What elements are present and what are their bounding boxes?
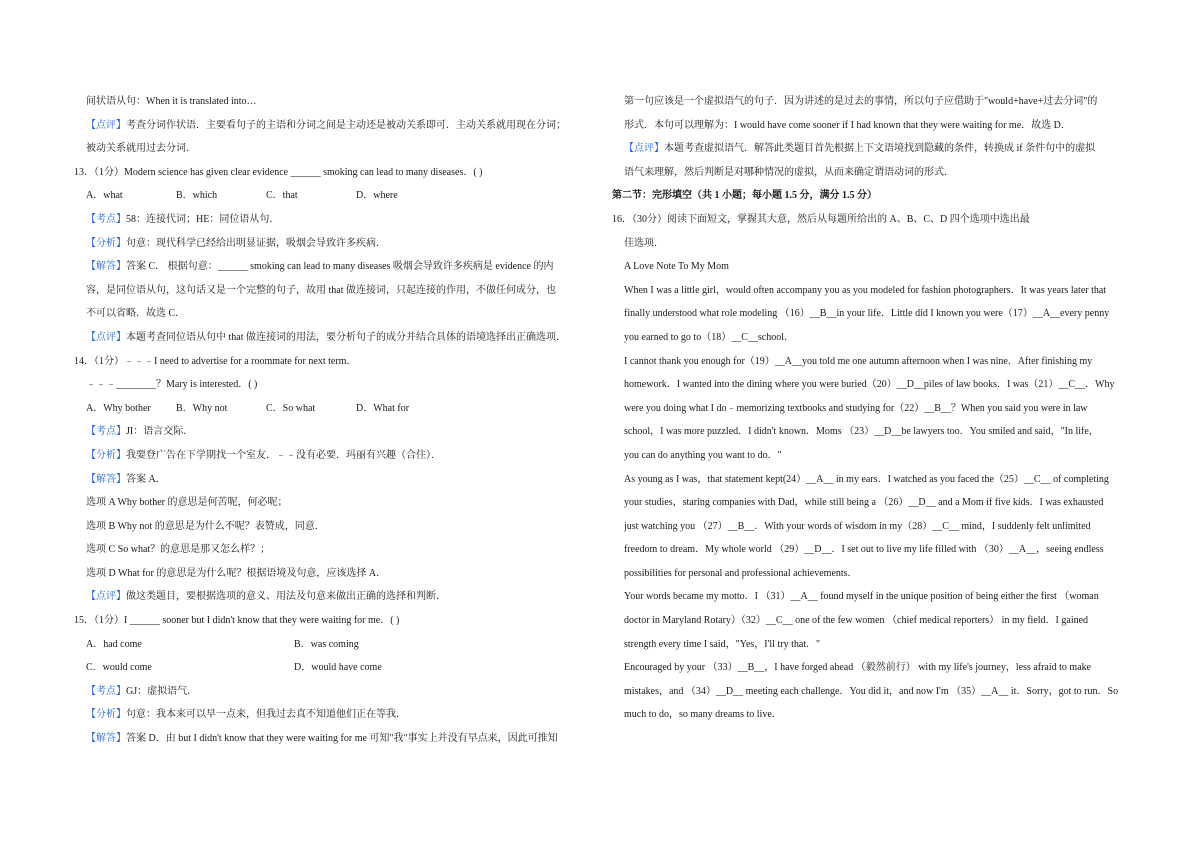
choice-row xyxy=(86,656,592,680)
text-line xyxy=(86,302,592,326)
line-text: 被动关系就用过去分词． xyxy=(86,143,196,155)
section-tag: 【分析】 xyxy=(86,237,126,249)
text-line xyxy=(624,633,1130,657)
line-text: 第一句应该是一个虚拟语气的句子．因为讲述的是过去的事情，所以句子应借助于"would+have+过去分词"的 xyxy=(624,96,1098,107)
line-text: 选项 C So what？的意思是那又怎么样？； xyxy=(86,544,271,556)
choice-option: A．Why bother xyxy=(86,402,151,414)
text-line xyxy=(624,609,1130,633)
text-line xyxy=(86,90,592,114)
line-text: your studies，staring companies with Dad，while still being a （26）__D__ and a Mom if five kids．I was exhausted xyxy=(624,497,1104,509)
choice-option: C．So what xyxy=(266,402,316,414)
line-text: finally understood what role modeling （16）__B__in your life．Little did I known you were（17）__A__every penny xyxy=(624,308,1110,320)
line-text: homework．I wanted into the dining where you were buried（20）__D__piles of law books．I was（21）__C__．Why xyxy=(624,379,1115,391)
line-text: strength every time I said，"Yes，I'll try that．" xyxy=(624,638,821,650)
text-line xyxy=(624,491,1130,515)
left-column xyxy=(74,90,592,751)
comment-line xyxy=(86,727,592,751)
line-text: 选项 A Why bother 的意思是何苦呢，何必呢； xyxy=(86,497,288,509)
comment-line xyxy=(86,680,592,704)
line-text: 选项 D What for 的意思是为什么呢？根据语境及句意，应该选择 A． xyxy=(86,567,387,579)
comment-line xyxy=(86,444,592,468)
comment-line xyxy=(86,420,592,444)
text-line xyxy=(86,515,592,539)
section-tag: 【点评】 xyxy=(86,591,126,603)
text-line xyxy=(86,279,592,303)
line-text: 语气来理解，然后判断是对哪种情况的虚拟，从而来确定谓语动词的形式． xyxy=(624,166,954,178)
line-text: school，I was more puzzled．I didn't known．Moms （23）__D__be lawyers too．You smiled and said，"In life， xyxy=(624,426,1099,438)
line-text: JI：语言交际． xyxy=(126,426,194,438)
line-text: 不可以省略．故选 C． xyxy=(86,308,186,320)
question-line xyxy=(74,161,592,185)
choice-option: B．which xyxy=(176,190,218,202)
section-tag: 【分析】 xyxy=(86,449,126,461)
text-line xyxy=(624,444,1130,468)
section-tag: 【解答】 xyxy=(86,261,126,273)
comment-line xyxy=(86,255,592,279)
line-text: When I was a little girl，would often accompany you as you modeled for fashion photographers．It was years later that xyxy=(624,284,1107,296)
line-text: 间状语从句：When it is translated into… xyxy=(86,96,257,107)
comment-line xyxy=(86,468,592,492)
comment-line xyxy=(624,137,1130,161)
text-line xyxy=(624,350,1130,374)
text-line xyxy=(624,538,1130,562)
choice-option: B．Why not xyxy=(176,402,228,414)
choice-option: C．would come xyxy=(86,662,152,674)
line-text: possibilities for personal and professional achievements． xyxy=(624,567,858,579)
choice-option: D．would have come xyxy=(294,662,382,674)
choice-row xyxy=(86,184,592,208)
text-line xyxy=(624,279,1130,303)
text-line xyxy=(624,114,1130,138)
line-text: 句意：现代科学已经给出明显证据，吸烟会导致许多疾病． xyxy=(126,237,386,249)
line-text: 句意：我本来可以早一点来，但我过去真不知道他们正在等我． xyxy=(126,709,406,721)
section-tag: 【解答】 xyxy=(86,473,126,485)
line-text: 本题考查同位语从句中 that 做连接词的用法，要分析句子的成分并结合具体的语境选择出正确选项． xyxy=(126,331,566,343)
line-text: you earned to go to（18）__C__school． xyxy=(624,331,794,343)
line-text: Encouraged by your （33）__B__，I have forged ahead （毅然前行） with my life's journey，less afraid to make xyxy=(624,662,1092,674)
comment-line xyxy=(86,326,592,350)
right-column xyxy=(612,90,1130,727)
section-tag: 【点评】 xyxy=(86,119,126,131)
section-tag: 【分析】 xyxy=(86,709,126,721)
section-tag: 【点评】 xyxy=(86,331,126,343)
line-text: 答案 D．由 but I didn't know that they were waiting for me 可知"我"事实上并没有早点来，因此可推知 xyxy=(126,733,558,745)
text-line xyxy=(624,703,1130,727)
section-tag: 【解答】 xyxy=(86,733,126,745)
text-line xyxy=(624,397,1130,421)
section-tag: 【考点】 xyxy=(86,685,126,697)
line-text: mistakes，and （34）__D__ meeting each challenge．You did it，and now I'm （35）__A__ it．Sorry，got to run．So xyxy=(624,685,1119,697)
line-text: 考查分词作状语．主要看句子的主语和分词之间是主动还是被动关系即可．主动关系就用现在分词； xyxy=(126,119,566,131)
choice-option: A．what xyxy=(86,190,123,202)
choice-option: B．was coming xyxy=(294,638,359,650)
text-line xyxy=(624,161,1130,185)
line-text: 做这类题目，要根据选项的意义、用法及句意来做出正确的选择和判断． xyxy=(126,591,446,603)
question-text: 16．（30分）阅读下面短文，掌握其大意，然后从每题所给出的 A、B、C、D 四个选项中选出最 xyxy=(612,213,1030,225)
choice-option: A．had come xyxy=(86,638,142,650)
line-text: GJ：虚拟语气． xyxy=(126,685,198,697)
section-heading xyxy=(612,184,1130,208)
line-text: ﹣﹣﹣________？Mary is interested．( ) xyxy=(86,379,258,391)
section-tag: 【考点】 xyxy=(86,426,126,438)
choice-row xyxy=(86,633,592,657)
text-line xyxy=(624,326,1130,350)
comment-line xyxy=(86,585,592,609)
line-text: 选项 B Why not 的意思是为什么不呢？表赞成，同意． xyxy=(86,520,325,532)
line-text: 本题考查虚拟语气．解答此类题目首先根据上下文语境找到隐藏的条件，转换成 if 条件句中的虚拟 xyxy=(664,143,1096,155)
comment-line xyxy=(86,232,592,256)
line-text: just watching you （27）__B__．With your words of wisdom in my（28）__C__ mind，I suddenly felt unlimited xyxy=(624,520,1091,532)
text-line xyxy=(624,680,1130,704)
line-text: 佳选项． xyxy=(624,237,664,249)
choice-row xyxy=(86,397,592,421)
question-line xyxy=(74,609,592,633)
line-text: 答案 A． xyxy=(126,473,166,485)
line-text: much to do，so many dreams to live． xyxy=(624,709,782,721)
section-tag: 【考点】 xyxy=(86,213,126,225)
line-text: 形式．本句可以理解为：I would have come sooner if I had known that they were waiting for me．故选 D． xyxy=(624,119,1071,131)
text-line xyxy=(86,137,592,161)
section-tag: 【点评】 xyxy=(624,143,664,155)
question-text: 13．（1分）Modern science has given clear evidence ______ smoking can lead to many diseases．( ) xyxy=(74,166,483,178)
choice-option: D．where xyxy=(356,190,398,202)
line-text: 答案 C． 根据句意：______ smoking can lead to many diseases 吸烟会导致许多疾病是 evidence 的内 xyxy=(126,261,554,273)
text-line xyxy=(624,255,1130,279)
text-line xyxy=(624,562,1130,586)
line-text: 58：连接代词；HE：同位语从句． xyxy=(126,213,280,225)
line-text: 我要登广告在下学期找一个室友．﹣﹣没有必要．玛丽有兴趣（合住）． xyxy=(126,449,441,461)
line-text: 容，是同位语从句，这句话又是一个完整的句子，故用 that 做连接词，只起连接的作用，不做任何成分，也 xyxy=(86,284,556,296)
text-line xyxy=(86,373,592,397)
text-line xyxy=(86,538,592,562)
text-line xyxy=(624,90,1130,114)
question-text: 14．（1分）﹣﹣﹣I need to advertise for a roommate for next term． xyxy=(74,355,357,367)
question-text: 15．（1分）I ______ sooner but I didn't know that they were waiting for me．( ) xyxy=(74,615,400,627)
text-line xyxy=(624,420,1130,444)
line-text: Your words became my motto．I （31）__A__ found myself in the unique position of being either the first （woman xyxy=(624,591,1099,603)
text-line xyxy=(624,232,1130,256)
text-line xyxy=(624,468,1130,492)
line-text: As young as I was，that statement kept(24）__A__ in my ears．I watched as you faced the（25）__C__ of completing xyxy=(624,473,1109,485)
text-line xyxy=(86,562,592,586)
line-text: you can do anything you want to do．" xyxy=(624,449,782,461)
text-line xyxy=(624,656,1130,680)
text-line xyxy=(86,491,592,515)
line-text: were you doing what I do﹣memorizing textbooks and studying for（22）__B__？When you said you were in law xyxy=(624,402,1088,414)
choice-option: D．What for xyxy=(356,402,410,414)
question-line xyxy=(74,350,592,374)
text-line xyxy=(624,585,1130,609)
line-text: doctor in Maryland Rotary）（32）__C__ one of the few women （chief medical reporters） in my field．I gained xyxy=(624,615,1089,627)
text-line xyxy=(624,373,1130,397)
line-text: A Love Note To My Mom xyxy=(624,261,729,273)
text-line xyxy=(624,515,1130,539)
text-line xyxy=(624,302,1130,326)
heading-text: 第二节：完形填空（共 1 小题；每小题 1.5 分，满分 1.5 分） xyxy=(612,190,877,202)
line-text: freedom to dream．My whole world （29）__D__．I set out to live my life filled with （30）__A__，seeing endless xyxy=(624,544,1104,556)
line-text: I cannot thank you enough for（19）__A__you told me one autumn afternoon when I was nine．After finishing my xyxy=(624,355,1093,367)
comment-line xyxy=(86,208,592,232)
question-line xyxy=(612,208,1130,232)
choice-option: C．that xyxy=(266,190,298,202)
comment-line xyxy=(86,703,592,727)
comment-line xyxy=(86,114,592,138)
